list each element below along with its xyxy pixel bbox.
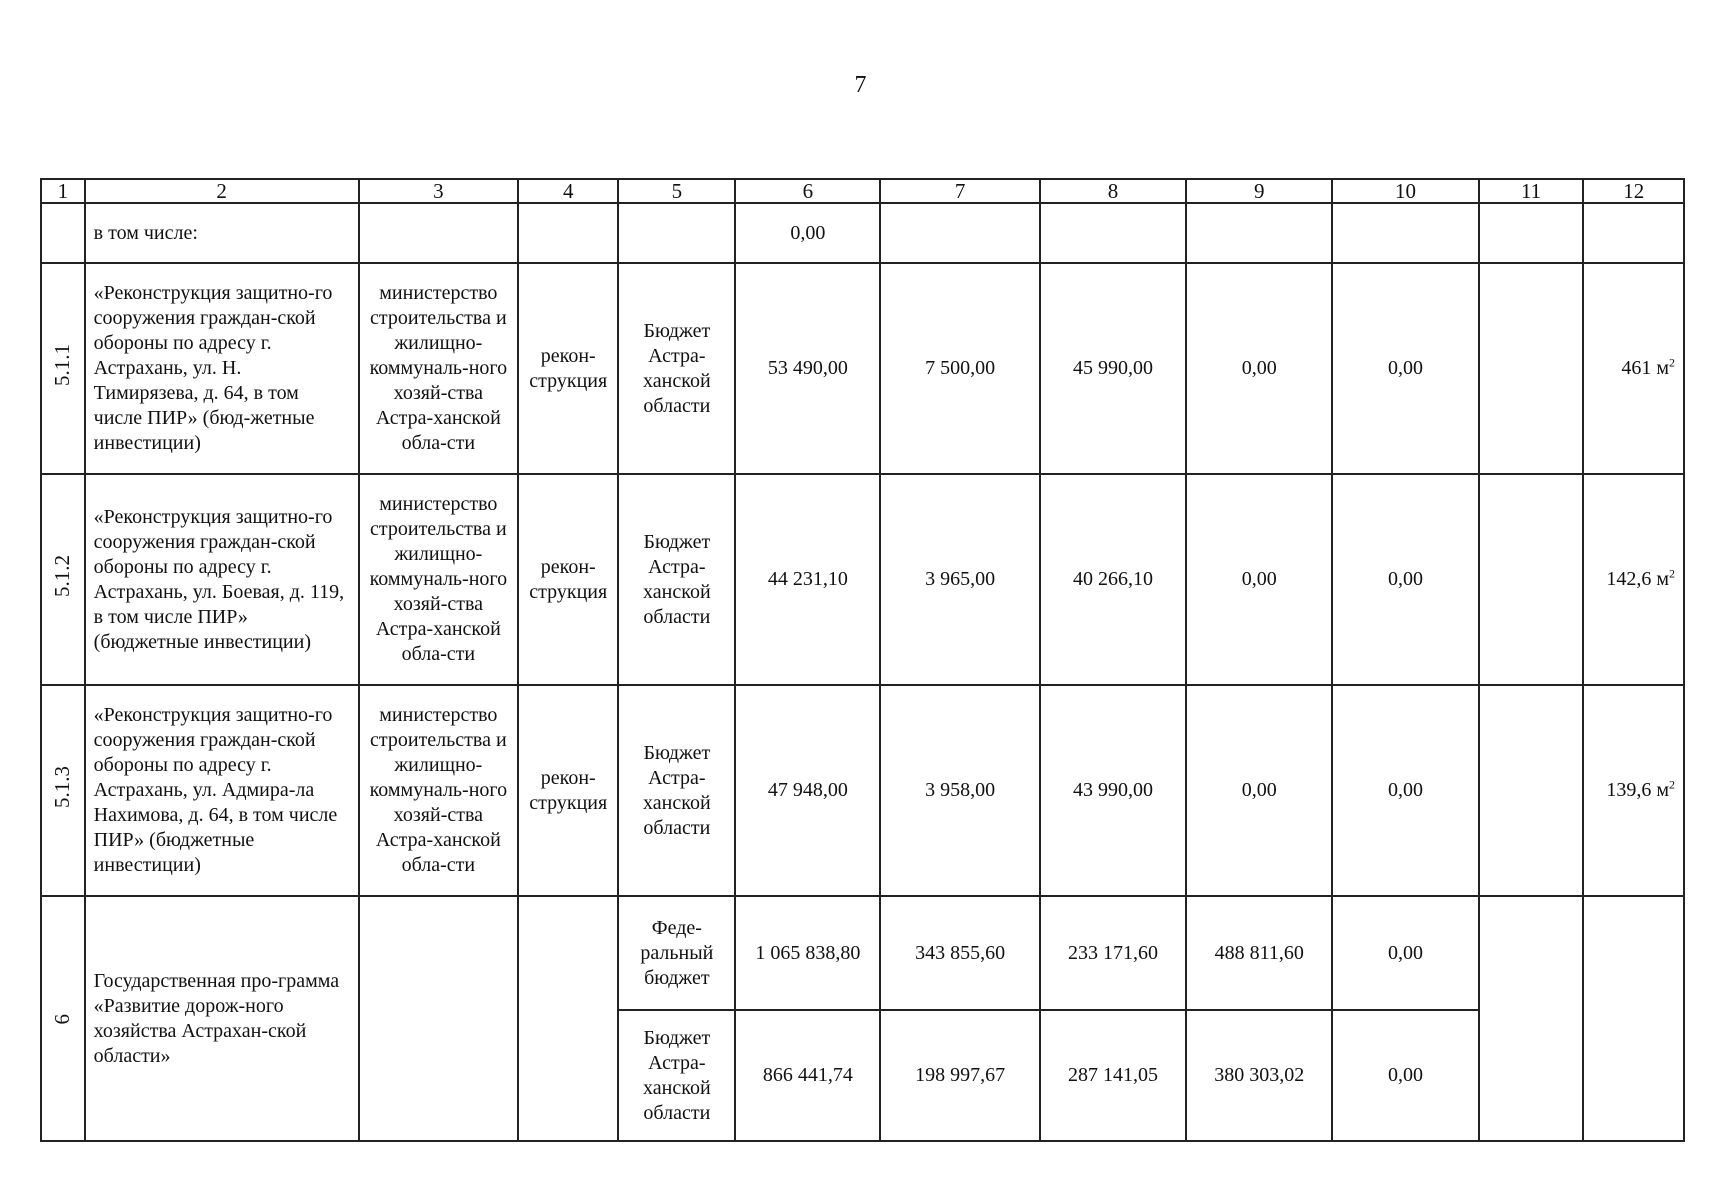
value-col8: 40 266,10 <box>1040 474 1186 685</box>
value-col8: 43 990,00 <box>1040 685 1186 896</box>
including-label: в том числе: <box>85 203 359 263</box>
funding-source: Бюджет Астра-ханской области <box>618 685 735 896</box>
value-col9: 0,00 <box>1186 474 1332 685</box>
value-col10: 0,00 <box>1332 896 1478 1010</box>
budget-table <box>40 178 1685 1142</box>
total-value: 53 490,00 <box>735 263 880 474</box>
table-row <box>41 685 1684 896</box>
total-value: 47 948,00 <box>735 685 880 896</box>
value-col8: 233 171,60 <box>1040 896 1186 1010</box>
table-row <box>41 474 1684 685</box>
row-number: 6 <box>41 896 85 1141</box>
value-col9: 0,00 <box>1186 685 1332 896</box>
value-col7: 3 958,00 <box>880 685 1039 896</box>
measure-name: «Реконструкция защитно-го сооружения граждан-ской обороны по адресу г. Астрахань, ул. Боевая, д. 119, в том числе ПИР» (бюджетные инвестиции) <box>85 474 359 685</box>
column-header: 7 <box>880 179 1039 203</box>
work-type: рекон-струкция <box>518 263 618 474</box>
value-col8: 287 141,05 <box>1040 1010 1186 1141</box>
value-col11 <box>1479 263 1584 474</box>
column-header: 3 <box>359 179 518 203</box>
table-row <box>41 263 1684 474</box>
value-col11 <box>1479 685 1584 896</box>
area-value: 139,6 $м^2$ <box>1583 685 1684 896</box>
page-number: 7 <box>854 72 867 98</box>
column-header: 12 <box>1583 179 1684 203</box>
column-header: 10 <box>1332 179 1478 203</box>
row-number: 5.1.3 <box>41 685 85 896</box>
total-value: 44 231,10 <box>735 474 880 685</box>
total-value: 1 065 838,80 <box>735 896 880 1010</box>
row-number: 5.1.2 <box>41 474 85 685</box>
work-type: рекон-струкция <box>518 474 618 685</box>
value-col10: 0,00 <box>1332 685 1478 896</box>
value-col7: 343 855,60 <box>880 896 1039 1010</box>
value-col10: 0,00 <box>1332 263 1478 474</box>
funding-source: Феде-ральный бюджет <box>618 896 735 1010</box>
column-header: 4 <box>518 179 618 203</box>
area-value: 461 $м^2$ <box>1583 263 1684 474</box>
executor: министерство строительства и жилищно-коммуналь-ного хозяй-ства Астра-ханской обла-сти <box>359 474 518 685</box>
column-header: 6 <box>735 179 880 203</box>
measure-name: «Реконструкция защитно-го сооружения граждан-ской обороны по адресу г. Астрахань, ул. Адмира-ла Нахимова, д. 64, в том числе ПИР» (бюджетные инвестиции) <box>85 685 359 896</box>
area-value: 142,6 $м^2$ <box>1583 474 1684 685</box>
funding-source: Бюджет Астра-ханской области <box>618 474 735 685</box>
value-col7: 198 997,67 <box>880 1010 1039 1141</box>
column-header: 1 <box>41 179 85 203</box>
column-header: 2 <box>85 179 359 203</box>
measure-name: «Реконструкция защитно-го сооружения граждан-ской обороны по адресу г. Астрахань, ул. Н. Тимирязева, д. 64, в том числе ПИР» (бюд-жетные инвестиции) <box>85 263 359 474</box>
column-header: 11 <box>1479 179 1584 203</box>
funding-source: Бюджет Астра-ханской области <box>618 263 735 474</box>
value-col9: 488 811,60 <box>1186 896 1332 1010</box>
program-row-federal <box>41 896 1684 1010</box>
row-number: 5.1.1 <box>41 263 85 474</box>
value-col9: 380 303,02 <box>1186 1010 1332 1141</box>
value-col10: 0,00 <box>1332 474 1478 685</box>
value-col11 <box>1479 474 1584 685</box>
work-type: рекон-струкция <box>518 685 618 896</box>
column-header: 5 <box>618 179 735 203</box>
value-col9: 0,00 <box>1186 263 1332 474</box>
column-header: 8 <box>1040 179 1186 203</box>
total-value: 866 441,74 <box>735 1010 880 1141</box>
header-row <box>41 179 1684 203</box>
value-col7: 7 500,00 <box>880 263 1039 474</box>
executor: министерство строительства и жилищно-коммуналь-ного хозяй-ства Астра-ханской обла-сти <box>359 263 518 474</box>
including-row <box>41 203 1684 263</box>
program-name: Государственная про-грамма «Развитие дорож-ного хозяйства Астрахан-ской области» <box>85 896 359 1141</box>
executor: министерство строительства и жилищно-коммуналь-ного хозяй-ства Астра-ханской обла-сти <box>359 685 518 896</box>
column-header: 9 <box>1186 179 1332 203</box>
value-col8: 45 990,00 <box>1040 263 1186 474</box>
value-col10: 0,00 <box>1332 1010 1478 1141</box>
value-col7: 3 965,00 <box>880 474 1039 685</box>
funding-source: Бюджет Астра-ханской области <box>618 1010 735 1141</box>
including-col6: 0,00 <box>735 203 880 263</box>
